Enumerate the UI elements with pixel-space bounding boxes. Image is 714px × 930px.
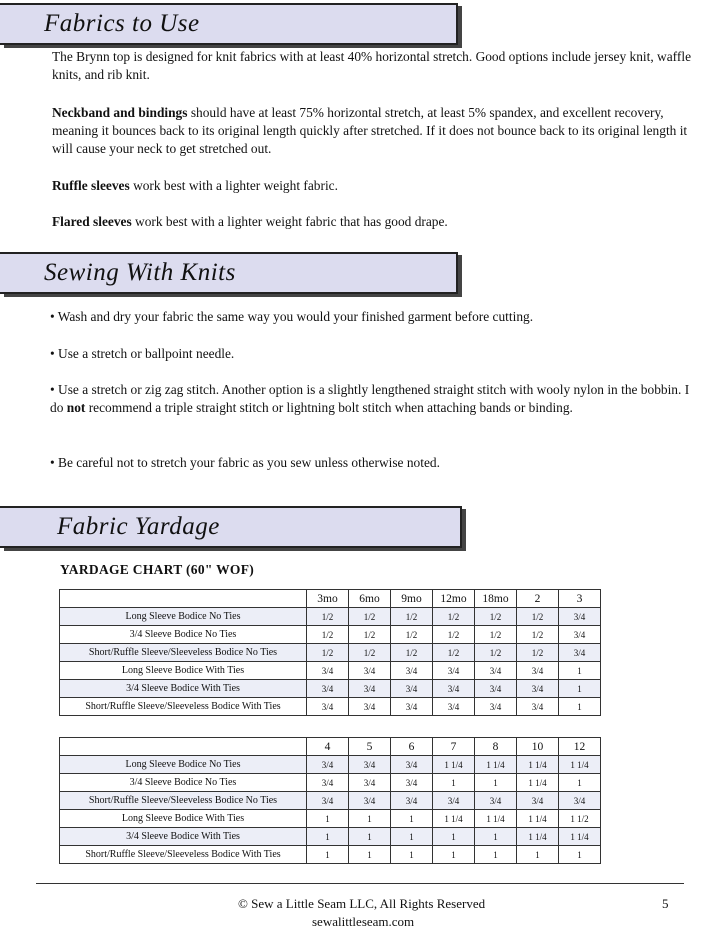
- yardage-cell: 1/2: [517, 626, 559, 644]
- size-header-cell: 9mo: [391, 590, 433, 608]
- yardage-cell: 1: [517, 846, 559, 864]
- table-row: [60, 756, 601, 774]
- yardage-cell: 1: [559, 774, 601, 792]
- yardage-cell: 3/4: [433, 792, 475, 810]
- yardage-cell: 1/2: [433, 626, 475, 644]
- footer-copyright: © Sew a Little Seam LLC, All Rights Reserved: [238, 896, 486, 911]
- yardage-cell: 3/4: [307, 698, 349, 716]
- size-header-cell: 12: [559, 738, 601, 756]
- yardage-cell: 3/4: [307, 662, 349, 680]
- yardage-cell: 1: [475, 846, 517, 864]
- yardage-cell: 1: [307, 810, 349, 828]
- yardage-cell: 1: [559, 680, 601, 698]
- yardage-cell: 3/4: [517, 680, 559, 698]
- yardage-cell: 3/4: [391, 680, 433, 698]
- yardage-table-sizes-3mo-3: [59, 589, 601, 716]
- yardage-cell: 1: [433, 828, 475, 846]
- yardage-cell: 3/4: [307, 774, 349, 792]
- yardage-cell: 3/4: [391, 756, 433, 774]
- yardage-cell: 1 1/4: [517, 756, 559, 774]
- yardage-cell: 3/4: [517, 698, 559, 716]
- size-header-cell: 4: [307, 738, 349, 756]
- bullet-text: • Wash and dry your fabric the same way you would your finished garment before cutting.: [50, 309, 534, 324]
- size-header-cell: 5: [349, 738, 391, 756]
- yardage-cell: 3/4: [475, 792, 517, 810]
- yardage-cell: 3/4: [391, 662, 433, 680]
- yardage-cell: 1: [307, 846, 349, 864]
- paragraph-flared: [52, 213, 692, 231]
- yardage-cell: 3/4: [349, 792, 391, 810]
- yardage-cell: 3/4: [307, 756, 349, 774]
- bold-term: Flared sleeves: [52, 214, 132, 229]
- table-row: [60, 774, 601, 792]
- yardage-cell: 1/2: [391, 626, 433, 644]
- yardage-cell: 1/2: [433, 608, 475, 626]
- yardage-cell: 3/4: [349, 680, 391, 698]
- row-label: Short/Ruffle Sleeve/Sleeveless Bodice No Ties: [60, 792, 307, 810]
- yardage-cell: 1: [349, 828, 391, 846]
- yardage-cell: 1 1/4: [559, 828, 601, 846]
- table-row: [60, 698, 601, 716]
- row-label: Short/Ruffle Sleeve/Sleeveless Bodice With Ties: [60, 846, 307, 864]
- yardage-cell: 1: [559, 662, 601, 680]
- yardage-cell: 3/4: [475, 662, 517, 680]
- size-header-cell: 18mo: [475, 590, 517, 608]
- yardage-cell: 1/2: [475, 644, 517, 662]
- row-label: 3/4 Sleeve Bodice With Ties: [60, 680, 307, 698]
- yardage-cell: 1/2: [349, 608, 391, 626]
- section-header-sewing: [0, 252, 458, 294]
- yardage-cell: 1 1/4: [433, 810, 475, 828]
- size-header-cell: 10: [517, 738, 559, 756]
- section-title: Fabrics to Use: [44, 10, 200, 37]
- yardage-cell: 1/2: [433, 644, 475, 662]
- paragraph-neckband: [52, 104, 692, 158]
- yardage-cell: 3/4: [391, 698, 433, 716]
- size-header-cell: 3: [559, 590, 601, 608]
- yardage-cell: 1/2: [517, 608, 559, 626]
- yardage-cell: 1/2: [307, 608, 349, 626]
- row-label: 3/4 Sleeve Bodice No Ties: [60, 626, 307, 644]
- yardage-cell: 3/4: [391, 774, 433, 792]
- footer-website: sewalittleseam.com: [312, 914, 415, 929]
- yardage-cell: 1/2: [475, 608, 517, 626]
- yardage-cell: 1 1/4: [559, 756, 601, 774]
- yardage-cell: 3/4: [391, 792, 433, 810]
- paragraph-text: work best with a lighter weight fabric that has good drape.: [131, 214, 448, 229]
- paragraph-text: The Brynn top is designed for knit fabrics with at least 40% horizontal stretch. Good options include jersey knit, waffle knits, and rib knit.: [52, 49, 692, 82]
- yardage-cell: 3/4: [559, 792, 601, 810]
- bullet-text: • Use a stretch or zig zag stitch. Another option is a slightly lengthened straight stitch with wooly nylon in the bobbin. I do: [50, 382, 690, 415]
- header-blank-cell: [60, 738, 307, 756]
- row-label: Short/Ruffle Sleeve/Sleeveless Bodice No Ties: [60, 644, 307, 662]
- table-row: [60, 662, 601, 680]
- bullet-stitch: [50, 381, 695, 417]
- section-header-yardage: [0, 506, 462, 548]
- yardage-cell: 1: [391, 810, 433, 828]
- section-title: Sewing With Knits: [44, 259, 236, 286]
- size-header-cell: 6mo: [349, 590, 391, 608]
- header-blank-cell: [60, 590, 307, 608]
- yardage-chart-title: YARDAGE CHART (60" WOF): [60, 562, 255, 577]
- yardage-cell: 3/4: [559, 626, 601, 644]
- table-row: [60, 828, 601, 846]
- yardage-cell: 1: [391, 846, 433, 864]
- yardage-cell: 3/4: [307, 792, 349, 810]
- size-header-cell: 2: [517, 590, 559, 608]
- yardage-cell: 3/4: [475, 680, 517, 698]
- yardage-cell: 1 1/4: [475, 810, 517, 828]
- yardage-cell: 3/4: [349, 662, 391, 680]
- table-row: [60, 680, 601, 698]
- row-label: Long Sleeve Bodice No Ties: [60, 756, 307, 774]
- yardage-cell: 1/2: [391, 644, 433, 662]
- paragraph-ruffle: [52, 177, 692, 195]
- yardage-cell: 1/2: [307, 626, 349, 644]
- bullet-text: • Use a stretch or ballpoint needle.: [50, 346, 235, 361]
- bullet-text: • Be careful not to stretch your fabric as you sew unless otherwise noted.: [50, 455, 440, 470]
- table-row: [60, 608, 601, 626]
- yardage-cell: 1 1/4: [517, 828, 559, 846]
- row-label: Long Sleeve Bodice With Ties: [60, 662, 307, 680]
- bullet-needle: [50, 345, 695, 363]
- bullet-careful: [50, 454, 695, 472]
- yardage-cell: 1: [391, 828, 433, 846]
- yardage-cell: 1/2: [475, 626, 517, 644]
- yardage-cell: 1 1/4: [517, 774, 559, 792]
- row-label: 3/4 Sleeve Bodice With Ties: [60, 828, 307, 846]
- size-header-cell: 8: [475, 738, 517, 756]
- paragraph-intro: [52, 48, 692, 84]
- yardage-cell: 1 1/4: [517, 810, 559, 828]
- size-header-cell: 6: [391, 738, 433, 756]
- yardage-cell: 3/4: [433, 698, 475, 716]
- table-row: [60, 626, 601, 644]
- yardage-cell: 3/4: [349, 698, 391, 716]
- yardage-cell: 1: [475, 774, 517, 792]
- yardage-cell: 3/4: [349, 774, 391, 792]
- yardage-cell: 1 1/4: [433, 756, 475, 774]
- yardage-cell: 3/4: [475, 698, 517, 716]
- size-header-cell: 12mo: [433, 590, 475, 608]
- size-header-cell: 3mo: [307, 590, 349, 608]
- yardage-cell: 3/4: [433, 662, 475, 680]
- row-label: 3/4 Sleeve Bodice No Ties: [60, 774, 307, 792]
- table-header-row: [60, 590, 601, 608]
- page-number: 5: [662, 896, 669, 911]
- paragraph-text: work best with a lighter weight fabric.: [129, 178, 338, 193]
- table-row: [60, 792, 601, 810]
- yardage-cell: 3/4: [307, 680, 349, 698]
- yardage-cell: 1/2: [349, 626, 391, 644]
- section-header-fabrics: [0, 3, 458, 45]
- row-label: Long Sleeve Bodice No Ties: [60, 608, 307, 626]
- yardage-cell: 1/2: [307, 644, 349, 662]
- yardage-cell: 3/4: [517, 792, 559, 810]
- bold-term: Ruffle sleeves: [52, 178, 130, 193]
- yardage-cell: 1/2: [349, 644, 391, 662]
- bold-term: Neckband and bindings: [52, 105, 188, 120]
- bullet-wash: [50, 308, 695, 326]
- yardage-cell: 1/2: [391, 608, 433, 626]
- yardage-cell: 3/4: [517, 662, 559, 680]
- yardage-cell: 1: [307, 828, 349, 846]
- yardage-cell: 1: [433, 846, 475, 864]
- bullet-text: recommend a triple straight stitch or lightning bolt stitch when attaching bands or binding.: [85, 400, 573, 415]
- paragraph-text: should have at least 75% horizontal stretch, at least 5% spandex, and excellent recovery, meaning it bounces back to its original length quickly after stretched. If it does not bounce back to its original length it will cause your neck to get stretched out.: [52, 105, 688, 156]
- section-title: Fabric Yardage: [57, 513, 220, 540]
- table-header-row: [60, 738, 601, 756]
- yardage-cell: 1: [559, 846, 601, 864]
- yardage-cell: 1: [349, 810, 391, 828]
- table-row: [60, 810, 601, 828]
- yardage-cell: 1: [433, 774, 475, 792]
- table-row: [60, 644, 601, 662]
- yardage-table-sizes-4-12: [59, 737, 601, 864]
- yardage-cell: 1: [475, 828, 517, 846]
- yardage-cell: 3/4: [559, 644, 601, 662]
- yardage-cell: 1 1/4: [475, 756, 517, 774]
- yardage-cell: 1/2: [517, 644, 559, 662]
- yardage-cell: 1: [559, 698, 601, 716]
- table-row: [60, 846, 601, 864]
- yardage-cell: 3/4: [349, 756, 391, 774]
- size-header-cell: 7: [433, 738, 475, 756]
- yardage-cell: 1 1/2: [559, 810, 601, 828]
- yardage-cell: 3/4: [433, 680, 475, 698]
- bold-term: not: [66, 400, 86, 415]
- footer-divider: [36, 883, 684, 884]
- row-label: Long Sleeve Bodice With Ties: [60, 810, 307, 828]
- yardage-cell: 3/4: [559, 608, 601, 626]
- yardage-cell: 1: [349, 846, 391, 864]
- row-label: Short/Ruffle Sleeve/Sleeveless Bodice With Ties: [60, 698, 307, 716]
